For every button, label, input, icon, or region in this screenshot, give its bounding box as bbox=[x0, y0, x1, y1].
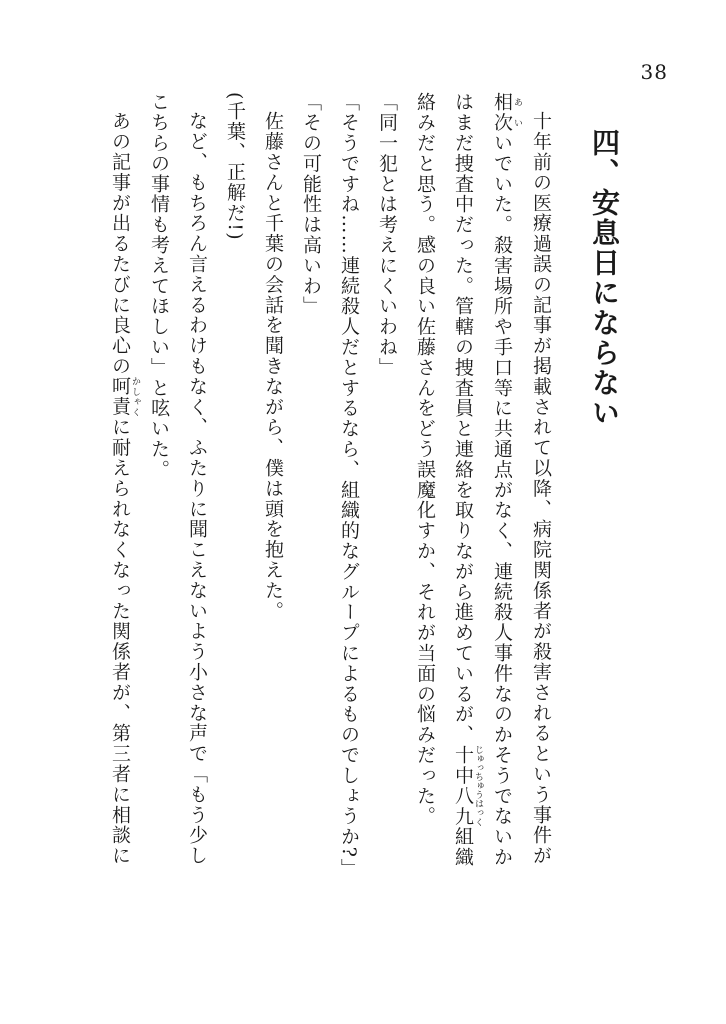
ruby-reading: あい bbox=[512, 92, 522, 133]
page-number: 38 bbox=[640, 60, 668, 84]
thought-line: (千葉、正解だ!) bbox=[224, 92, 246, 242]
ruby-aitsugu bbox=[491, 92, 522, 133]
body-text bbox=[110, 92, 560, 992]
text-segment: いでいた。殺害場所や手口等に共通点がなく、連続殺人事件なのかそうでないか bbox=[491, 132, 513, 868]
ruby-reading: じゅっちゅうはっく bbox=[473, 744, 483, 827]
text-segment: はまだ捜査中だった。管轄の捜査員と連絡を取りながら進めているが、 bbox=[452, 92, 474, 745]
ruby-base: 相次 bbox=[491, 92, 513, 133]
dialogue-line-1: 「同一犯とは考えにくいわね」 bbox=[376, 92, 398, 378]
text-line-1: 十年前の医療過誤の記事が掲載されて以降、病院関係者が殺害されるという事件が bbox=[530, 111, 552, 866]
text-line-2 bbox=[483, 92, 522, 992]
ruby-reading: かしゃく bbox=[130, 376, 140, 417]
text-line-7: こちらの事情も考えてほしい」と呟いた。 bbox=[148, 92, 170, 480]
ruby-jucchuhakku bbox=[452, 744, 483, 827]
dialogue-line-2: 「そうですね……連続殺人だとするなら、組織的なグループによるものでしょうか?」 bbox=[338, 92, 360, 879]
ruby-base: 呵責 bbox=[109, 376, 131, 418]
text-line-6: など、もちろん言えるわけもなく、ふたりに聞こえないよう小さな声で「もう少し bbox=[186, 111, 208, 866]
text-line-8 bbox=[101, 92, 140, 992]
text-segment: 組織 bbox=[452, 826, 474, 868]
text-line-3 bbox=[444, 92, 483, 992]
ruby-base: 十中八九 bbox=[452, 744, 474, 827]
text-segment: あの記事が出るたびに良心の bbox=[109, 111, 131, 377]
dialogue-line-3: 「その可能性は高いわ」 bbox=[300, 92, 322, 317]
text-line-4: 絡みだと思う。感の良い佐藤さんをどう誤魔化すか、それが当面の悩みだった。 bbox=[414, 92, 436, 827]
text-line-5: 佐藤さんと千葉の会話を聞きながら、僕は頭を抱えた。 bbox=[262, 111, 284, 621]
text-segment: に耐えられなくなった関係者が、第三者に相談に bbox=[109, 417, 131, 866]
chapter-title: 四、安息日にならない bbox=[588, 128, 621, 428]
ruby-kashaku bbox=[109, 376, 140, 418]
